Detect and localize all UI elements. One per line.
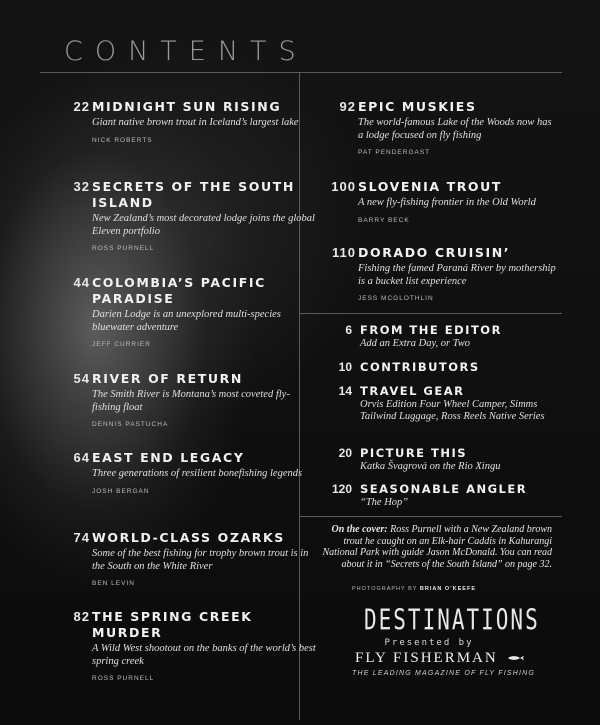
cover-caption-lead: On the cover: — [331, 524, 388, 535]
feature-entry[interactable] — [73, 371, 317, 428]
feature-entry[interactable] — [339, 99, 558, 156]
cover-caption — [312, 524, 552, 570]
feature-author: BARRY BECK — [358, 216, 410, 224]
feature-entry[interactable] — [73, 99, 317, 144]
feature-description: The world-famous Lake of the Woods now has a lodge focused on fly fishing — [358, 117, 552, 141]
photo-credit-name: BRIAN O’KEEFE — [419, 586, 476, 592]
feature-page-number: 110 — [332, 245, 356, 260]
feature-author: JOSH BERGAN — [92, 487, 150, 495]
feature-entry[interactable] — [331, 179, 558, 224]
section-divider — [300, 313, 562, 314]
feature-author: DENNIS PASTUCHA — [92, 421, 169, 428]
feature-title: MIDNIGHT SUN RISING — [92, 99, 282, 114]
feature-title: SLOVENIA TROUT — [358, 179, 503, 194]
department-description: Add an Extra Day, or Two — [360, 338, 471, 349]
feature-description: Darien Lodge is an unexplored multi-species bluewater adventure — [92, 309, 281, 333]
department-page-number: 20 — [338, 446, 352, 460]
feature-entry[interactable] — [332, 245, 558, 302]
feature-description: Some of the best fishing for trophy brown trout is in the South on the White River — [92, 548, 309, 572]
department-entry[interactable] — [338, 360, 590, 375]
feature-entry[interactable] — [73, 179, 317, 252]
destinations-logo: DESTINATIONS — [364, 604, 540, 637]
feature-description: Fishing the famed Paraná River by mothership is a bucket list experience — [358, 263, 556, 287]
feature-entry[interactable] — [73, 609, 317, 682]
feature-description: Giant native brown trout in Iceland’s largest lake — [92, 117, 299, 128]
feature-title: RIVER OF RETURN — [92, 371, 243, 386]
department-entry[interactable] — [338, 446, 590, 473]
feature-page-number: 92 — [339, 99, 356, 114]
feature-author: BEN LEVIN — [92, 580, 135, 587]
top-divider — [40, 72, 562, 73]
department-title: SEASONABLE ANGLER — [360, 482, 528, 496]
feature-page-number: 100 — [331, 179, 356, 194]
feature-author: JEFF CURRIER — [92, 341, 151, 348]
feature-entry[interactable] — [73, 450, 317, 495]
department-entry[interactable] — [331, 482, 590, 509]
department-title: PICTURE THIS — [360, 446, 468, 460]
feature-title: COLOMBIA’S PACIFIC PARADISE — [92, 275, 266, 306]
feature-title: WORLD-CLASS OZARKS — [92, 530, 285, 545]
feature-title: EAST END LEGACY — [92, 450, 245, 465]
feature-description: Three generations of resilient bonefishing legends — [92, 468, 303, 479]
magazine-tagline: THE LEADING MAGAZINE OF FLY FISHING — [352, 670, 536, 677]
photo-credit-label: PHOTOGRAPHY BY — [352, 586, 418, 592]
department-title: TRAVEL GEAR — [360, 384, 465, 398]
feature-title: EPIC MUSKIES — [358, 99, 477, 114]
department-page-number: 14 — [338, 384, 352, 398]
feature-entry[interactable] — [73, 275, 317, 348]
department-page-number: 10 — [338, 360, 352, 374]
department-title: CONTRIBUTORS — [360, 360, 480, 374]
feature-author: ROSS PURNELL — [92, 675, 155, 682]
feature-entry[interactable] — [73, 530, 317, 587]
feature-page-number: 82 — [73, 609, 90, 624]
department-page-number: 6 — [345, 323, 352, 337]
section-divider — [300, 516, 562, 517]
department-page-number: 120 — [331, 482, 352, 496]
feature-page-number: 64 — [73, 450, 90, 465]
feature-title: DORADO CRUISIN’ — [358, 245, 511, 260]
feature-author: NICK ROBERTS — [92, 136, 153, 144]
feature-page-number: 54 — [73, 371, 90, 386]
department-entry[interactable] — [345, 323, 590, 350]
department-description: Orvis Edition Four Wheel Camper, Simms Tailwind Luggage, Ross Reels Native Series — [360, 399, 545, 422]
feature-page-number: 32 — [73, 179, 90, 194]
photo-credit — [312, 586, 476, 592]
department-description: Katka Švagrová on the Rio Xingu — [360, 461, 501, 472]
feature-title: THE SPRING CREEK MURDER — [92, 609, 253, 640]
fish-icon — [507, 655, 525, 661]
feature-title: SECRETS OF THE SOUTH ISLAND — [92, 179, 295, 210]
feature-page-number: 74 — [73, 530, 90, 545]
cover-caption-text: Ross Purnell with a New Zealand brown trout he caught on an Elk-hair Caddis in Kahurangi National Park with guide Jason McDonald. You can read about it in “Secrets of the South Island” on page 32. — [322, 524, 552, 570]
page-title: CONTENTS — [64, 36, 308, 67]
feature-description: A new fly-fishing frontier in the Old World — [358, 197, 536, 208]
feature-page-number: 22 — [73, 99, 90, 114]
feature-description: New Zealand’s most decorated lodge joins the global Eleven portfolio — [92, 213, 315, 237]
department-entry[interactable] — [338, 384, 590, 423]
feature-description: A Wild West shootout on the banks of the world’s best spring creek — [92, 643, 316, 667]
department-description: “The Hop” — [360, 497, 409, 508]
feature-page-number: 44 — [73, 275, 90, 290]
feature-description: The Smith River is Montana’s most coveted fly-fishing float — [92, 389, 290, 413]
fly-fisherman-logo: FLY FISHERMAN — [355, 650, 498, 666]
department-title: FROM THE EDITOR — [360, 323, 502, 337]
presented-by-text: Presented by — [384, 638, 474, 648]
feature-author: PAT PENDERGAST — [358, 149, 431, 156]
feature-author: ROSS PURNELL — [92, 245, 155, 252]
feature-author: JESS MCGLOTHLIN — [358, 295, 434, 302]
